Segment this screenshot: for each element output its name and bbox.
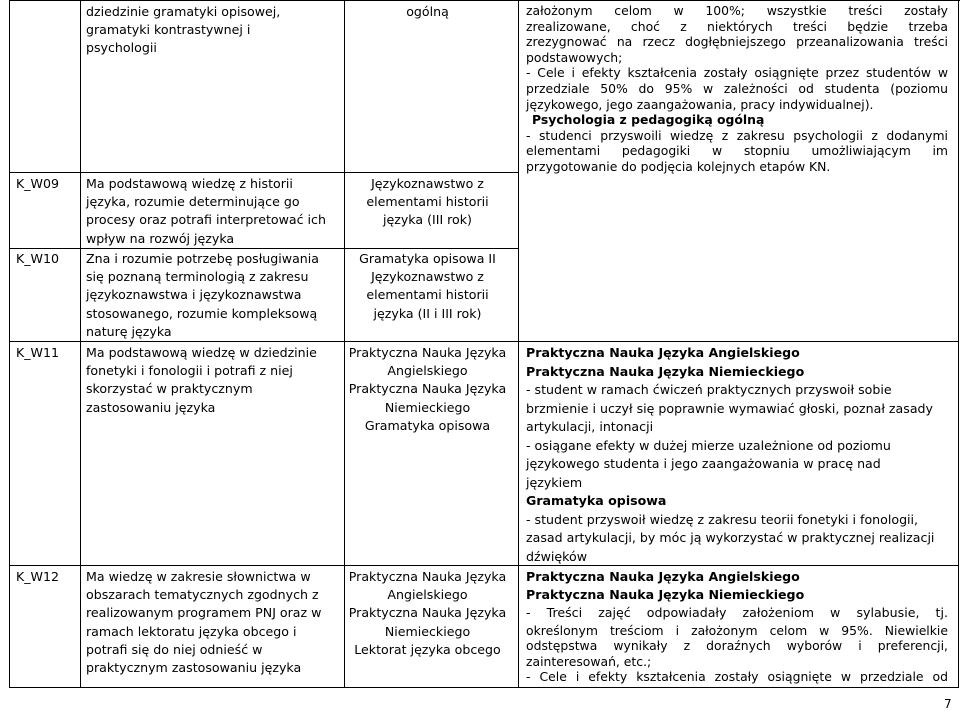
subject-line: ogólną bbox=[406, 4, 449, 19]
subject-line: Praktyczna Nauka Języka bbox=[348, 569, 507, 584]
subject-line: Gramatyka opisowa bbox=[364, 417, 491, 433]
row-code-k-w12: K_W12 bbox=[16, 569, 60, 584]
verification-line: językowego, jego zaangażowania, pracy indywidualnej). bbox=[526, 96, 874, 112]
row-divider-2 bbox=[9, 248, 519, 249]
effect-line: praktycznym zastosowaniu języka bbox=[86, 660, 302, 676]
row-effect-k-w10 bbox=[86, 250, 346, 341]
subject-line: Lektorat języka obcego bbox=[354, 641, 501, 657]
effect-line: fonetyki i fonologii i potrafi z niej bbox=[86, 363, 293, 379]
effect-line: potrafi się do niej odnieść w bbox=[86, 641, 263, 657]
effect-line: Ma podstawową wiedzę z historii bbox=[86, 176, 293, 191]
page-number: 7 bbox=[944, 697, 952, 711]
top-row-verification-cell bbox=[526, 3, 948, 175]
verification-line: zrealizowane, choć z niektórych treści będzie trzeba bbox=[526, 18, 948, 34]
subject-line: Angielskiego bbox=[387, 363, 468, 379]
subject-line: języka (II i III rok) bbox=[373, 305, 482, 321]
verification-line: - osiągane efekty w dużej mierze uzależnione od poziomu bbox=[526, 437, 891, 453]
table-right-border bbox=[958, 0, 959, 688]
subject-line: Niemieckiego bbox=[384, 623, 471, 639]
subject-line: Praktyczna Nauka Języka bbox=[348, 605, 507, 621]
verification-subject-heading: Praktyczna Nauka Języka Angielskiego bbox=[526, 345, 800, 360]
top-row-subject-cell bbox=[345, 3, 510, 21]
effect-line: stosowanego, rozumie kompleksową bbox=[86, 305, 318, 321]
row-verification-k-w12 bbox=[526, 568, 948, 685]
verification-subject-heading: Praktyczna Nauka Języka Angielskiego bbox=[526, 569, 800, 584]
verification-line: odstępstwa wynikały z doraźnych wyborów i preferencji, bbox=[526, 638, 948, 654]
row-code-k-w09: K_W09 bbox=[16, 176, 60, 191]
effect-line: języka, rozumie determinujące go bbox=[86, 194, 300, 210]
subject-line: Językoznawstwo z bbox=[371, 269, 484, 285]
subject-line: elementami historii bbox=[366, 287, 489, 303]
row-divider-3 bbox=[9, 341, 959, 342]
effect-line: realizowanym programem PNJ oraz w bbox=[86, 605, 322, 621]
table-left-border bbox=[9, 0, 10, 688]
verification-line: określonym treściom i założonym celom w 95%. Niewielkie bbox=[526, 622, 948, 638]
verification-subject-heading: Gramatyka opisowa bbox=[526, 493, 667, 508]
effect-line: językoznawstwa i językoznawstwa bbox=[86, 287, 302, 303]
row-effect-k-w09 bbox=[86, 175, 346, 248]
verification-line: - Treści zajęć odpowiadały założeniom w sylabusie, tj. bbox=[526, 605, 948, 621]
column-divider-3 bbox=[518, 0, 519, 688]
effect-line: Zna i rozumie potrzebę posługiwania bbox=[86, 251, 319, 266]
row-code-k-w10: K_W10 bbox=[16, 251, 60, 266]
effect-line: dziedzinie gramatyki opisowej, bbox=[86, 4, 281, 19]
effect-line: procesy oraz potrafi interpretować ich bbox=[86, 212, 326, 228]
row-effect-k-w12 bbox=[86, 568, 346, 677]
effect-line: Ma podstawową wiedzę w dziedzinie bbox=[86, 345, 317, 360]
verification-line: językiem bbox=[526, 474, 583, 490]
effect-line: Ma wiedzę w zakresie słownictwa w bbox=[86, 569, 311, 584]
subject-line: Gramatyka opisowa II bbox=[359, 251, 496, 266]
verification-line: przedziale 50% do 95% w zależności od studenta (poziomu bbox=[526, 80, 948, 96]
verification-line: podstawowych; bbox=[526, 49, 623, 65]
verification-line: językowego studenta i jego zaangażowania w pracę nad bbox=[526, 456, 881, 471]
verification-line: założonym celom w 100%; wszystkie treści zostały bbox=[526, 3, 948, 18]
row-effect-k-w11 bbox=[86, 344, 346, 417]
row-subject-k-w10 bbox=[345, 250, 510, 323]
verification-line: przygotowanie do podjęcia kolejnych etapów KN. bbox=[526, 158, 831, 174]
effect-line: się poznaną terminologią z zakresu bbox=[86, 269, 309, 285]
effect-line: ramach lektoratu języka obcego i bbox=[86, 623, 297, 639]
effect-line: wpływ na rozwój języka bbox=[86, 230, 235, 246]
subject-line: Angielskiego bbox=[387, 587, 468, 603]
subject-line: Praktyczna Nauka Języka bbox=[348, 381, 507, 397]
verification-line: - Cele i efekty kształcenia zostały osiągnięte przez studentów w bbox=[526, 65, 948, 81]
subject-line: Niemieckiego bbox=[384, 399, 471, 415]
effect-line: obszarach tematycznych zgodnych z bbox=[86, 587, 319, 603]
verification-line: zainteresowań, etc.; bbox=[526, 653, 652, 669]
verification-line: zrezygnować na rzecz dogłębniejszego przeanalizowania treści bbox=[526, 34, 948, 50]
column-divider-1 bbox=[80, 0, 81, 688]
verification-subject-heading: Psychologia z pedagogiką ogólną bbox=[532, 112, 765, 128]
subject-line: Praktyczna Nauka Języka bbox=[348, 345, 507, 360]
verification-line: - studenci przyswoili wiedzę z zakresu psychologii z dodanymi bbox=[526, 127, 948, 143]
verification-line: zasad artykulacji, by móc ją wykorzystać w praktycznej realizacji bbox=[526, 530, 935, 545]
table-top-border bbox=[9, 0, 960, 1]
subject-line: elementami historii bbox=[366, 194, 489, 210]
table-bottom-border bbox=[9, 687, 959, 688]
row-verification-k-w11 bbox=[526, 344, 948, 566]
verification-line: elementami pedagogiki w stopniu umożliwiającym im bbox=[526, 143, 948, 159]
verification-line: - student przyswoił wiedzę z zakresu teorii fonetyki i fonologii, bbox=[526, 511, 919, 527]
effect-line: gramatyki kontrastywnej i bbox=[86, 22, 251, 38]
subject-line: języka (III rok) bbox=[383, 212, 472, 228]
top-row-effect-cell bbox=[86, 3, 346, 58]
verification-line: - student w ramach ćwiczeń praktycznych przyswoił sobie bbox=[526, 382, 892, 397]
effect-line: zastosowaniu języka bbox=[86, 399, 216, 415]
subject-line: Językoznawstwo z bbox=[371, 176, 484, 191]
row-subject-k-w12 bbox=[345, 568, 510, 659]
verification-line: artykulacji, intonacji bbox=[526, 419, 654, 434]
verification-line: dźwięków bbox=[526, 548, 588, 564]
effect-line: skorzystać w praktycznym bbox=[86, 381, 253, 397]
effect-line: psychologii bbox=[86, 40, 157, 56]
verification-subject-heading: Praktyczna Nauka Języka Niemieckiego bbox=[526, 587, 805, 603]
row-subject-k-w09 bbox=[345, 175, 510, 230]
verification-line: - Cele i efekty kształcenia zostały osiągnięte w przedziale od bbox=[526, 669, 948, 685]
row-subject-k-w11 bbox=[345, 344, 510, 435]
row-divider-1 bbox=[9, 172, 519, 173]
verification-line: brzmienie i uczył się poprawnie wymawiać głoski, poznał zasady bbox=[526, 400, 933, 416]
verification-subject-heading: Praktyczna Nauka Języka Niemieckiego bbox=[526, 363, 805, 379]
effect-line: naturę języka bbox=[86, 323, 172, 339]
row-code-k-w11: K_W11 bbox=[16, 345, 60, 360]
